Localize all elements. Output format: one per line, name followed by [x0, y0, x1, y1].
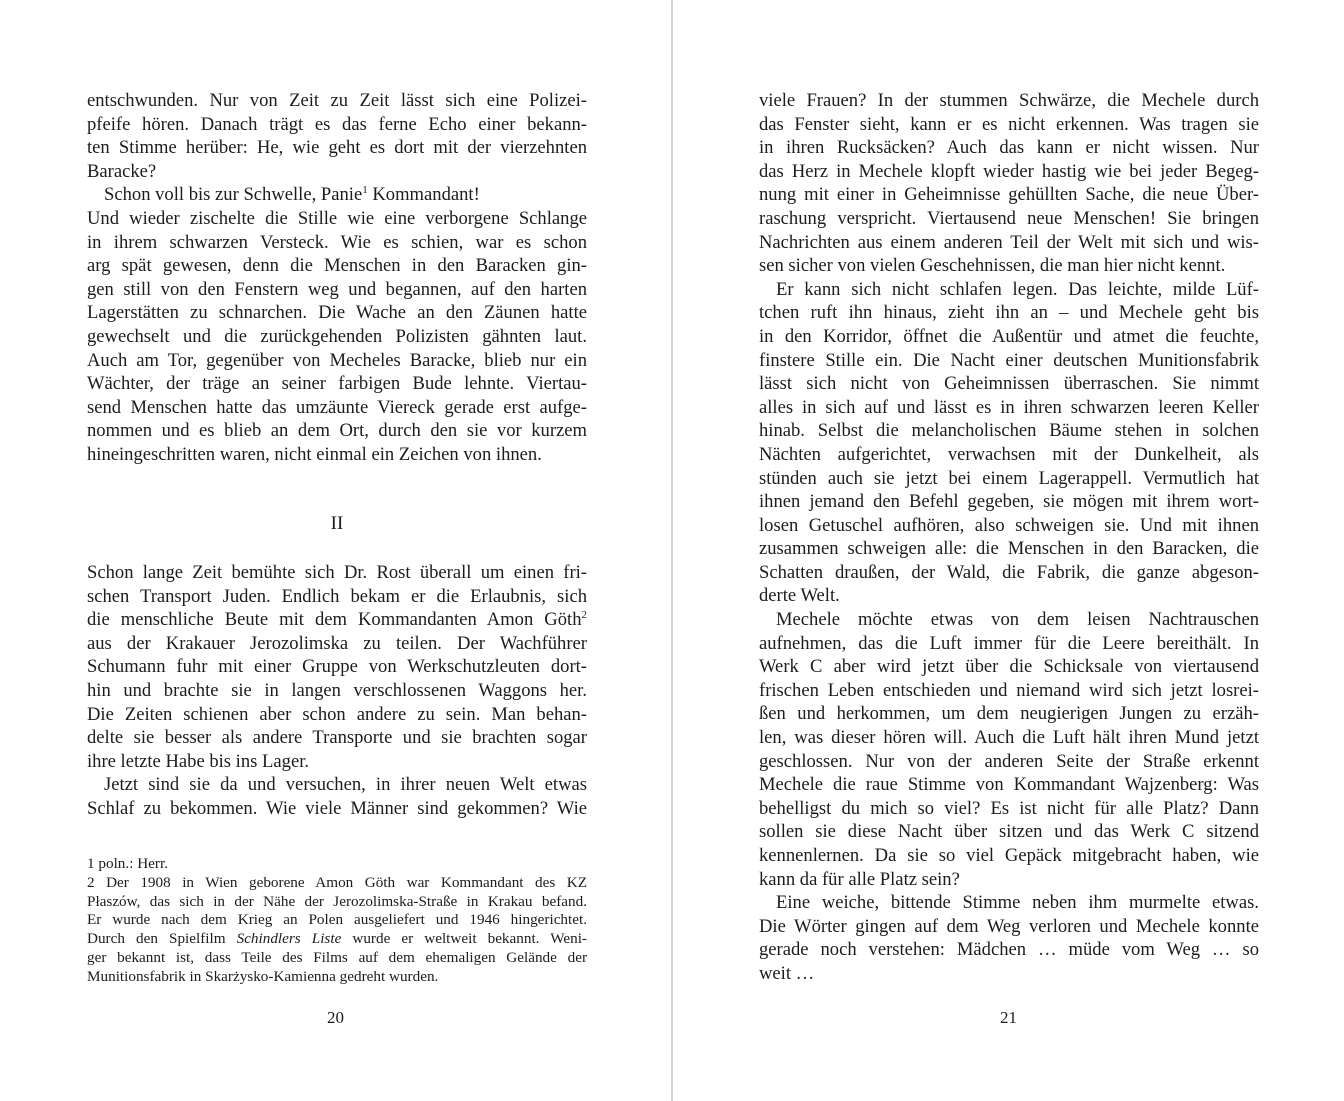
footnote-2-line: ger bekannt ist, dass Teile des Films auf dem ehemaligen Gelände der: [87, 948, 587, 966]
text-line: kennenlernen. Da sie so viel Gepäck mitgebracht haben, wie: [759, 845, 1259, 866]
text-line: stünden auch sie jetzt bei einem Lagerappell. Vermutlich hat: [759, 467, 1259, 489]
text-line: tchen ruft ihn hinaus, zieht ihn an – und Mechele geht bis: [759, 302, 1259, 324]
text-line: hineingeschritten waren, nicht einmal ein Zeichen von ihnen.: [87, 443, 542, 465]
text-line: Schatten draußen, der Wald, die Fabrik, die ganze abgeson-: [759, 561, 1259, 583]
text-line: hin und brachte sie in langen verschlossenen Waggons her.: [87, 679, 587, 701]
text-segment: die menschliche Beute mit dem Kommandanten Amon Göth: [87, 609, 582, 631]
right-body-text: [759, 89, 1259, 986]
footnote-1: 1 poln.: Herr.: [87, 855, 168, 872]
text-line: Nächten aufgerichtet, verwachsen mit der Dunkelheit, als: [759, 443, 1259, 465]
text-line: ihnen jemand den Befehl gegeben, sie mögen mit ihrem wort-: [759, 491, 1259, 513]
section-heading: II: [330, 513, 344, 534]
text-line: Wächter, der träge an seiner farbigen Bude lehnte. Viertau-: [87, 373, 587, 395]
text-segment: wurde er weltweit bekannt. Weni-: [341, 930, 587, 948]
text-line: behelligst du mich so viel? Es ist nicht für alle Platz? Dann: [759, 797, 1259, 819]
text-line: Schon lange Zeit bemühte sich Dr. Rost überall um einen fri-: [87, 562, 587, 583]
text-line: das Fenster sieht, kann er es nicht erkennen. Was tragen sie: [759, 113, 1259, 135]
text-line: Werk C aber wird jetzt über die Schicksale von viertausend: [759, 656, 1259, 678]
text-line: gerade noch verstehen: Mädchen … müde vom Weg … so: [759, 939, 1259, 961]
text-line: aufnehmen, das die Luft immer für die Leere bereithält. In: [759, 632, 1259, 654]
text-line: in ihren Rucksäcken? Auch das kann er nicht wissen. Nur: [759, 137, 1259, 159]
text-line: derte Welt.: [759, 585, 840, 607]
text-line: Auch am Tor, gegenüber von Mecheles Baracke, blieb nur ein: [87, 349, 587, 371]
text-line: Mechele möchte etwas von dem leisen Nachtrauschen: [776, 609, 1259, 631]
text-line: weit …: [759, 962, 815, 984]
text-line: kann da für alle Platz sein?: [759, 868, 960, 890]
left-body-text: [87, 89, 587, 467]
text-line: Mechele die raue Stimme von Kommandant Wajzenberg: Was: [759, 774, 1259, 796]
text-line: len, was dieser hören will. Auch die Luft hält ihren Mund jetzt: [759, 727, 1259, 749]
text-line: raschung verspricht. Viertausend neue Menschen! Sie bringen: [759, 207, 1259, 229]
footnote-ref-1: 1: [362, 184, 368, 197]
text-line: Schumann fuhr mit einer Gruppe von Werkschutzleuten dort-: [87, 656, 587, 678]
text-line: gewechselt und die zurückgehenden Polizisten gähnten laut.: [87, 325, 587, 347]
text-line: alles in sich auf und lässt es in ihren schwarzen leeren Keller: [759, 396, 1259, 418]
film-title: Schindlers Liste: [236, 930, 342, 948]
footnote-2-line: Er wurde nach dem Krieg an Polen ausgeliefert und 1946 hingerichtet.: [87, 911, 587, 929]
text-line: Die Zeiten schienen aber schon andere zu sein. Man behan-: [87, 703, 587, 725]
text-line: Nachrichten aus einem anderen Teil der Welt mit sich und wis-: [759, 231, 1259, 253]
text-line: send Menschen hatte das umzäunte Viereck gerade erst aufge-: [87, 396, 587, 418]
page-number-right: 21: [1000, 1008, 1017, 1027]
text-line: arg spät gewesen, denn die Menschen in den Baracken gin-: [87, 255, 587, 277]
text-line: finstere Stille ein. Die Nacht einer deutschen Munitionsfabrik: [759, 349, 1259, 371]
right-page: [673, 0, 1344, 1101]
text-line: ßen und herkommen, um dem neugierigen Jungen zu erzäh-: [759, 703, 1259, 725]
text-line: ten Stimme herüber: He, wie geht es dort mit der vierzehnten: [87, 137, 587, 159]
footnote-2-line: 2 Der 1908 in Wien geborene Amon Göth war Kommandant des KZ: [87, 873, 587, 891]
text-line: [87, 608, 587, 632]
text-line: schen Transport Juden. Endlich bekam er die Erlaubnis, sich: [87, 585, 587, 607]
text-line: gen still von den Fenstern weg und begannen, auf den harten: [87, 278, 587, 300]
text-line: delte sie besser als andere Transporte und sie brachten sogar: [87, 727, 587, 749]
text-line: [87, 183, 587, 207]
text-line: ihre letzte Habe bis ins Lager.: [87, 750, 310, 772]
text-line: pfeife hören. Danach trägt es das ferne Echo einer bekann-: [87, 113, 587, 135]
left-body-text-2: [87, 561, 587, 821]
text-line: lässt sich nicht von Geheimnissen überraschen. Sie nimmt: [759, 373, 1259, 395]
footnote-2-line: Munitionsfabrik in Skarżysko-Kamienna gedreht wurden.: [87, 967, 439, 985]
text-line: entschwunden. Nur von Zeit zu Zeit lässt sich eine Polizei-: [87, 90, 587, 111]
text-line: losen Getuschel aufhören, also schweigen sie. Und mit ihnen: [759, 514, 1259, 536]
text-line: in ihrem schwarzen Versteck. Wie es schien, war es schon: [87, 231, 587, 253]
text-line: Lagerstätten zu schnarchen. Die Wache an den Zäunen hatte: [87, 302, 587, 324]
text-line: sollen sie diese Nacht über sitzen und das Werk C sitzend: [759, 821, 1259, 843]
text-line: zusammen schweigen alle: die Menschen in den Baracken, die: [759, 538, 1259, 560]
text-line: viele Frauen? In der stummen Schwärze, die Mechele durch: [759, 90, 1259, 111]
footnote-ref-2: 2: [581, 609, 587, 622]
text-line: Jetzt sind sie da und versuchen, in ihrer neuen Welt etwas: [104, 774, 587, 796]
text-line: aus der Krakauer Jerozolimska zu teilen. Der Wachführer: [87, 632, 587, 654]
text-line: Schlaf zu bekommen. Wie viele Männer sind gekommen? Wie: [87, 797, 587, 819]
text-line: geschlossen. Nur von der anderen Seite der Straße erkennt: [759, 750, 1259, 772]
text-segment: Durch den Spielfilm: [87, 930, 237, 948]
text-segment: Schon voll bis zur Schwelle, Panie: [104, 184, 363, 206]
page-number-left: 20: [327, 1008, 344, 1027]
footnotes: [87, 855, 587, 987]
text-line: Er kann sich nicht schlafen legen. Das leichte, milde Lüf-: [776, 278, 1259, 300]
text-line: sen sicher von vielen Geschehnissen, die man hier nicht kennt.: [759, 255, 1226, 277]
text-segment: Kommandant!: [367, 184, 480, 206]
text-line: Die Wörter gingen auf dem Weg verloren und Mechele konnte: [759, 915, 1259, 937]
text-line: das Herz in Mechele klopft wieder hastig wie bei jeder Begeg-: [759, 160, 1259, 182]
footnote-2-line: [87, 930, 587, 949]
text-line: Eine weiche, bittende Stimme neben ihm murmelte etwas.: [776, 892, 1259, 914]
text-line: nung mit einer in Geheimnisse gehüllten Sache, die neue Über-: [759, 184, 1259, 206]
left-page: [0, 0, 671, 1101]
text-line: hinab. Selbst die melancholischen Bäume stehen in solchen: [759, 420, 1259, 442]
text-line: in den Korridor, öffnet die Außentür und atmet die feuchte,: [759, 325, 1259, 347]
text-line: Und wieder zischelte die Stille wie eine verborgene Schlange: [87, 207, 587, 229]
text-line: Baracke?: [87, 160, 157, 182]
text-line: nommen und es blieb an dem Ort, durch den sie vor kurzem: [87, 420, 587, 442]
footnote-2-line: Płaszów, das sich in der Nähe der Jerozolimska-Straße in Krakau befand.: [87, 892, 587, 910]
text-line: frischen Leben entschieden und niemand wird sich jetzt losrei-: [759, 679, 1259, 701]
